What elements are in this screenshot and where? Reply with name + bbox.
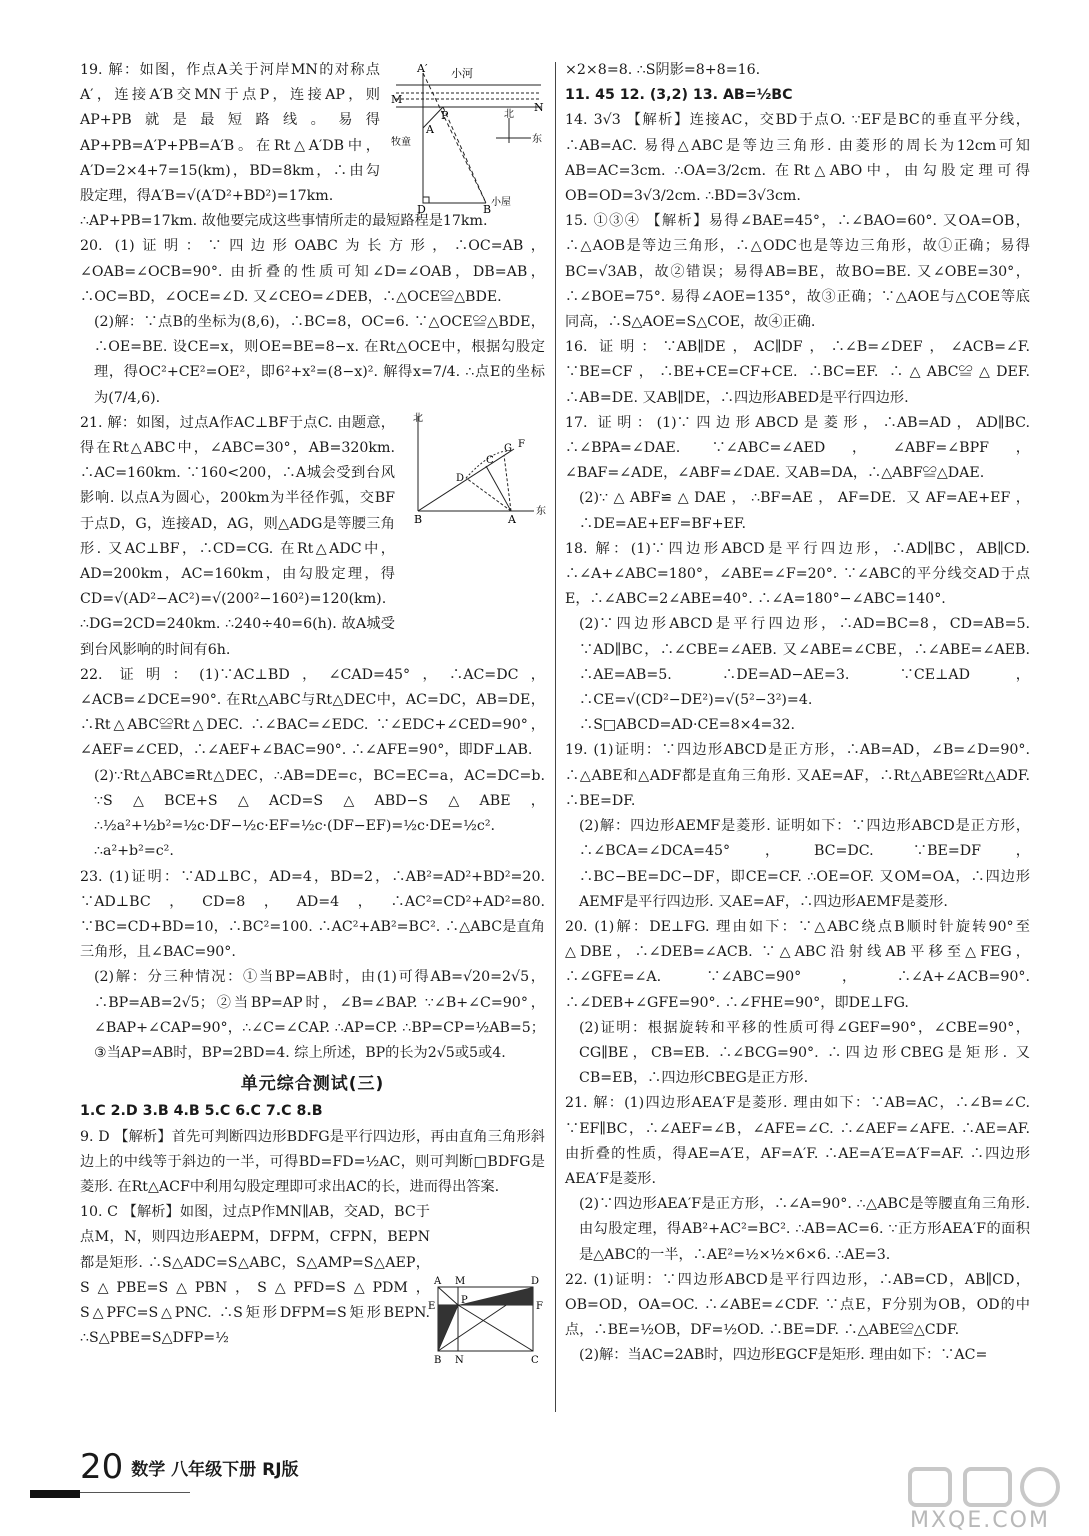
q22-part2: (2)∵Rt△ABC≌Rt△DEC，∴AB=DE=c，BC=EC=a，AC=DC=b. ∵S△BCE+S△ACD=S△ABD−S△ABE，∴½a²+½b²=½c·DF−½c·EF=½c·(DF−EF)=½c·DE=½c². ∴a²+b²=c². xyxy=(94,767,545,860)
q23-part2: (2)解：分三种情况：①当BP=AB时，由(1)可得AB=√20=2√5，∴BP=AB=2√5；②当BP=AP时，∠B=∠BAP. ∵∠B+∠C=90°，∠BAP+∠CAP=90°，∴∠C=∠CAP. ∴AP=CP. ∴BP=CP=½AB=5；③当AP=AB时，BP=2BD=4. 综上所述，BP的长为2√5或5或4. xyxy=(94,969,545,1061)
r15-text: 15. ①③④ 【解析】易得∠BAE=45°，∴∠BAO=60°. 又OA=OB，∴△AOB是等边三角形，∴△ODC也是等边三角形，故①正确；易得BC=√3AB，故②错误；易得AB=BE，故BO=BE. 又∠OBE=30°，∴∠BOE=75°. 易得∠AOE=135°，故③正确；∵△AOE与△COE等底同高，∴S△AOE=S△COE，故④正确. xyxy=(565,213,1030,331)
point-a: A xyxy=(426,123,434,136)
point-f: F xyxy=(518,439,525,450)
north-label: 北 xyxy=(413,413,423,424)
point-c: C xyxy=(486,455,494,466)
r20-part2: (2)证明：根据旋转和平移的性质可得∠GEF=90°，∠CBE=90°，CG∥BE，CB=EB. ∴∠BCG=90°. ∴四边形CBEG是矩形. 又CB=EB，∴四边形CBEG是正方形. xyxy=(579,1019,1030,1087)
point-m: M xyxy=(455,1276,466,1287)
watermark-text: MXQE.COM xyxy=(910,1508,1050,1533)
point-a: A xyxy=(508,513,516,526)
q21-text: 21. 解：如图，过点A作AC⊥BF于点C. 由题意，得在Rt△ABC中，∠ABC=30°，AB=320km. ∴AC=160km. ∵160<200，∴A城会受到台风影响. 以点A为圆心，200km为半径作弧，交BF于点D，G，连接AD，AG，则△ADG是等腰三角形. 又AC⊥BF，∴CD=CG. 在Rt△ADC中，AD=200km，AC=160km，由勾股定理，得CD=√(AD²−AC²)=√(200²−160²)=120(km). ∴DG=2CD=240km. ∴240÷40=6(h). 故A城受到台风影响的时间有6h. xyxy=(80,414,395,658)
point-e: E xyxy=(428,1301,436,1312)
q23-part1: 23. (1)证明：∵AD⊥BC，AD=4，BD=2，∴AB²=AD²+BD²=20. ∵AD⊥BC，CD=8，AD=4，∴AC²=CD²+AD²=80. ∵BC=CD+BD=10，∴BC²=100. ∴AC²+AB²=BC². ∴△ABC是直角三角形，且∠BAC=90°. xyxy=(80,868,545,961)
pasture-label: 牧童 xyxy=(391,137,411,148)
north-label: 北 xyxy=(504,109,514,120)
river-label: 小河 xyxy=(451,67,473,80)
r22-part2: (2)解：当AC=2AB时，四边形EGCF是矩形. 理由如下：∵AC= xyxy=(579,1347,988,1364)
column-divider xyxy=(555,62,556,1412)
r17-part2: (2)∵△ABF≌△DAE，∴BF=AE，AF=DE. 又AF=AE+EF，∴DE=AE+EF=BF+EF. xyxy=(579,490,1030,532)
point-p: P xyxy=(461,1295,468,1306)
point-p: P xyxy=(441,109,449,122)
r14-text: 14. 3√3 【解析】连接AC，交BD于点O. ∵EF是BC的垂直平分线，∴AB=AC. 易得△ABC是等边三角形. 由菱形的周长为12cm可知AB=AC=3cm. ∴OA=3/2cm. 在Rt△ABO中，由勾股定理可得OB=OD=3√3/2cm. ∴BD=3√3cm. xyxy=(565,112,1030,205)
point-c: C xyxy=(531,1355,539,1366)
q19-conclusion: ∴AP+PB=17km. 故他要完成这些事情所走的最短路程是17km. xyxy=(80,213,488,230)
point-n: N xyxy=(455,1355,464,1366)
q20-part1: 20. (1)证明：∵四边形OABC为长方形，∴OC=AB，∠OAB=∠OCB=90°. 由折叠的性质可知∠D=∠OAB，DB=AB，∴OC=BD，∠OCE=∠D. 又∠CEO=∠DEB，∴△OCE≌△BDE. xyxy=(80,238,545,305)
point-a: A xyxy=(434,1276,442,1287)
point-a1: A′ xyxy=(417,62,428,75)
point-b: B xyxy=(483,203,492,214)
footer-title: 数学 八年级下册 RJ版 xyxy=(131,1460,299,1480)
q10-text: 10. C 【解析】如图，过点P作MN∥AB，交AD，BC于点M，N，则四边形AEPM，DFPM，CFPN，BEPN都是矩形. ∴S△ADC=S△ABC，S△AMP=S△AEP，S△PBE=S△PBN，S△PFD=S△PDM，S△PFC=S△PNC. ∴S矩形DFPM=S矩形BEPN. ∴S△PBE=S△DFP=½ xyxy=(80,1204,430,1347)
q21-diagram xyxy=(405,410,552,527)
q10-diagram xyxy=(425,1272,549,1369)
point-m: M xyxy=(391,93,403,106)
village-label: 小屋 xyxy=(491,197,511,208)
r19-part1: 19. (1)证明：∵四边形ABCD是正方形，∴AB=AD，∠B=∠D=90°. ∴△ABE和△ADF都是直角三角形. 又AE=AF，∴Rt△ABE≌Rt△ADF. ∴BE=DF. xyxy=(565,742,1030,809)
r16-text: 16. 证明：∵AB∥DE，AC∥DF，∴∠B=∠DEF，∠ACB=∠F. ∵BE=CF，∴BE+CE=CF+CE. ∴BC=EF. ∴△ABC≌△DEF. ∴AB=DE. 又AB∥DE，∴四边形ABED是平行四边形. xyxy=(565,339,1030,406)
r-continuation: ×2×8=8. ∴S阴影=8+8=16. xyxy=(565,62,761,78)
footer-rule xyxy=(80,1492,190,1493)
q22-part1: 22. 证明：(1)∵AC⊥BD，∠CAD=45°，∴AC=DC，∠ACB=∠DCE=90°. 在Rt△ABC与Rt△DEC中，AC=DC，AB=DE，∴Rt△ABC≌Rt△DEC. ∴∠BAC=∠EDC. ∵∠EDC+∠CED=90°，∠AEF=∠CED，∴∠AEF+∠BAC=90°. ∴∠AFE=90°，即DF⊥AB. xyxy=(80,666,545,759)
answers-1-8: 1.C 2.D 3.B 4.B 5.C 6.C 7.C 8.B xyxy=(80,1103,323,1120)
r21-part1: 21. 解：(1)四边形AEA′F是菱形. 理由如下：∵AB=AC，∴∠B=∠C. ∵EF∥BC，∴∠AEF=∠B，∠AFE=∠C. ∴∠AEF=∠AFE. ∴AE=AF. 由折叠的性质，得AE=A′E，AF=A′F. ∴AE=A′E=A′F=AF. ∴四边形AEA′F是菱形. xyxy=(565,1095,1030,1187)
answers-11-13: 11. 45 12. (3,2) 13. AB=½BC xyxy=(565,87,793,104)
footer-bar xyxy=(30,1490,80,1498)
east-label: 东 xyxy=(536,506,546,517)
q19-text: 19. 解：如图，作点A关于河岸MN的对称点A′，连接A′B交MN于点P，连接AP，则AP+PB就是最短路线。易得AP+PB=A′P+PB=A′B。在Rt△A′DB中，A′D=2×4+7=15(km)，BD=8km，∴由勾股定理，得A′B=√(A′D²+BD²)=17km. xyxy=(80,62,380,205)
point-g: G xyxy=(504,443,512,454)
r20-part1: 20. (1)解：DE⊥FG. 理由如下：∵△ABC绕点B顺时针旋转90°至△DBE，∴∠DEB=∠ACB. ∵△ABC沿射线AB平移至△FEG，∴∠GFE=∠A. ∵∠ABC=90°，∴∠A+∠ACB=90°. ∴∠DEB+∠GFE=90°. ∴∠FHE=90°，即DE⊥FG. xyxy=(565,918,1030,1011)
right-column xyxy=(565,58,1030,1369)
point-f: F xyxy=(536,1301,543,1312)
point-d: D xyxy=(531,1276,540,1287)
page-number: 20 xyxy=(80,1447,124,1487)
point-b: B xyxy=(434,1355,442,1366)
point-d: D xyxy=(417,203,426,214)
east-label: 东 xyxy=(532,134,542,145)
r18-part1: 18. 解：(1)∵四边形ABCD是平行四边形，∴AD∥BC，AB∥CD. ∴∠A+∠ABC=180°，∠ABE=∠F=20°. ∵∠ABC的平分线交AD于点E，∴∠ABC=2∠ABE=40°. ∴∠A=180°−∠ABC=140°. xyxy=(565,540,1030,608)
page-footer xyxy=(80,1447,299,1487)
q9-text: 9. D 【解析】首先可判断四边形BDFG是平行四边形，再由直角三角形斜边上的中线等于斜边的一半，可得BD=FD=½AC，则可判断□BDFG是菱形. 在Rt△ACF中利用勾股定理即可求出AC的长，进而得出答案. xyxy=(80,1128,545,1195)
r21-part2: (2)∵四边形AEA′F是正方形，∴∠A=90°. ∴△ABC是等腰直角三角形. 由勾股定理，得AB²+AC²=BC². ∴AB=AC=6. ∵正方形AEA′F的面积是△ABC的一半，∴AE²=½×½×6×6. ∴AE=3. xyxy=(579,1196,1030,1263)
r19-part2: (2)解：四边形AEMF是菱形. 证明如下：∵四边形ABCD是正方形，∴∠BCA=∠DCA=45°，BC=DC. ∵BE=DF，∴BC−BE=DC−DF，即CE=CF. ∴OE=OF. 又OM=OA，∴四边形AEMF是平行四边形. 又AE=AF，∴四边形AEMF是菱形. xyxy=(579,818,1030,910)
r17-part1: 17. 证明：(1)∵四边形ABCD是菱形，∴AB=AD，AD∥BC. ∴∠BPA=∠DAE. ∵∠ABC=∠AED，∠ABF=∠BPF，∠BAF=∠ADE，∠ABF=∠DAE. 又AB=DA，∴△ABF≌△DAE. xyxy=(565,414,1030,482)
r22-part1: 22. (1)证明：∵四边形ABCD是平行四边形，∴AB=CD，AB∥CD，OB=OD，OA=OC. ∴∠ABE=∠CDF. ∵点E，F分别为OB，OD的中点，∴BE=½OB，DF=½OD. ∴BE=DF. ∴△ABE≌△CDF. xyxy=(565,1271,1030,1339)
point-n: N xyxy=(534,101,544,114)
q20-part2: (2)解：∵点B的坐标为(8,6)，∴BC=8，OC=6. ∵△OCE≌△BDE，∴OE=BE. 设CE=x，则OE=BE=8−x. 在Rt△OCE中，根据勾股定理，得OC²+CE²=OE²，即6²+x²=(8−x)². 解得x=7/4. ∴点E的坐标为(7/4,6). xyxy=(94,314,545,406)
section-title: 单元综合测试(三) xyxy=(240,1074,385,1095)
r18-part2: (2)∵四边形ABCD是平行四边形，∴AD=BC=8，CD=AB=5. ∵AD∥BC，∴∠CBE=∠AEB. 又∠ABE=∠CBE，∴∠ABE=∠AEB. ∴AE=AB=5. ∴DE=AD−AE=3. ∵CE⊥AD，∴CE=√(CD²−DE²)=√(5²−3²)=4. ∴S□ABCD=AD·CE=8×4=32. xyxy=(579,616,1030,734)
q19-diagram xyxy=(390,62,547,214)
left-column xyxy=(80,58,545,1351)
point-d: D xyxy=(456,473,465,484)
point-b: B xyxy=(414,513,423,526)
